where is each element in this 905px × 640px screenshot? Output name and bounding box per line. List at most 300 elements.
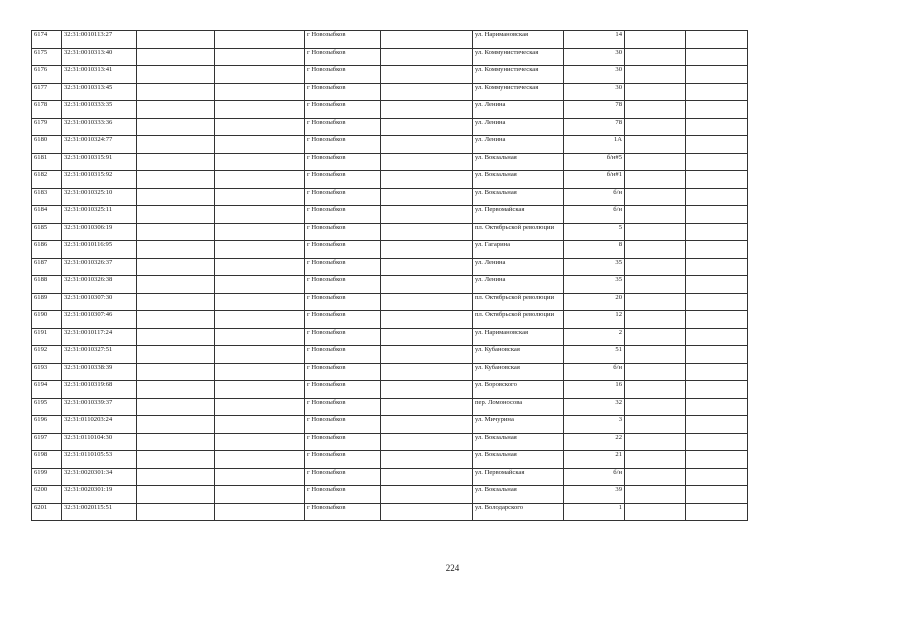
table-row [32, 433, 748, 451]
empty-cell [381, 188, 473, 206]
empty-cell [625, 328, 686, 346]
empty-cell [137, 136, 215, 154]
house-number: 78 [564, 101, 625, 119]
empty-cell [381, 223, 473, 241]
empty-cell [137, 83, 215, 101]
table-row [32, 293, 748, 311]
house-number: 12 [564, 311, 625, 329]
empty-cell [625, 486, 686, 504]
house-number: 20 [564, 293, 625, 311]
settlement: г Новозыбков [305, 451, 381, 469]
row-number: 6190 [32, 311, 62, 329]
empty-cell [381, 416, 473, 434]
empty-cell [215, 66, 305, 84]
empty-cell [625, 451, 686, 469]
empty-cell [137, 311, 215, 329]
empty-cell [137, 381, 215, 399]
house-number: 3 [564, 416, 625, 434]
empty-cell [137, 328, 215, 346]
empty-cell [381, 433, 473, 451]
table-row [32, 468, 748, 486]
settlement: г Новозыбков [305, 118, 381, 136]
empty-cell [381, 451, 473, 469]
table-row [32, 241, 748, 259]
settlement: г Новозыбков [305, 433, 381, 451]
table-row [32, 171, 748, 189]
row-number: 6187 [32, 258, 62, 276]
empty-cell [215, 311, 305, 329]
street: ул. Коммунистическая [473, 66, 564, 84]
street: ул. Ленина [473, 136, 564, 154]
empty-cell [137, 101, 215, 119]
house-number: 8 [564, 241, 625, 259]
row-number: 6184 [32, 206, 62, 224]
row-number: 6185 [32, 223, 62, 241]
empty-cell [686, 223, 748, 241]
settlement: г Новозыбков [305, 206, 381, 224]
empty-cell [381, 118, 473, 136]
cadastral-number: 32:31:0010333:35 [62, 101, 137, 119]
row-number: 6198 [32, 451, 62, 469]
table-row [32, 328, 748, 346]
empty-cell [215, 258, 305, 276]
empty-cell [686, 206, 748, 224]
empty-cell [381, 293, 473, 311]
house-number: б/н#5 [564, 153, 625, 171]
cadastral-number: 32:31:0020301:34 [62, 468, 137, 486]
empty-cell [215, 136, 305, 154]
house-number: 35 [564, 258, 625, 276]
cadastral-number: 32:31:0010315:92 [62, 171, 137, 189]
table-row [32, 381, 748, 399]
house-number: 51 [564, 346, 625, 364]
empty-cell [137, 188, 215, 206]
house-number: 5 [564, 223, 625, 241]
empty-cell [625, 66, 686, 84]
empty-cell [215, 171, 305, 189]
table-row [32, 31, 748, 49]
empty-cell [215, 83, 305, 101]
table-row [32, 66, 748, 84]
house-number: б/н [564, 363, 625, 381]
row-number: 6182 [32, 171, 62, 189]
empty-cell [381, 206, 473, 224]
empty-cell [686, 48, 748, 66]
empty-cell [625, 398, 686, 416]
table-row [32, 101, 748, 119]
street: ул. Вокзальная [473, 451, 564, 469]
empty-cell [137, 48, 215, 66]
street: ул. Вокзальная [473, 188, 564, 206]
empty-cell [381, 83, 473, 101]
empty-cell [686, 398, 748, 416]
empty-cell [686, 241, 748, 259]
empty-cell [625, 101, 686, 119]
empty-cell [625, 223, 686, 241]
settlement: г Новозыбков [305, 468, 381, 486]
row-number: 6181 [32, 153, 62, 171]
street: ул. Кубановская [473, 363, 564, 381]
row-number: 6199 [32, 468, 62, 486]
empty-cell [625, 136, 686, 154]
row-number: 6191 [32, 328, 62, 346]
house-number: б/н [564, 188, 625, 206]
empty-cell [381, 31, 473, 49]
empty-cell [137, 31, 215, 49]
cadastral-number: 32:31:0010325:11 [62, 206, 137, 224]
empty-cell [381, 48, 473, 66]
empty-cell [686, 468, 748, 486]
row-number: 6179 [32, 118, 62, 136]
empty-cell [686, 188, 748, 206]
empty-cell [686, 311, 748, 329]
street: пл. Октябрьской революции [473, 223, 564, 241]
empty-cell [381, 346, 473, 364]
empty-cell [625, 258, 686, 276]
empty-cell [137, 206, 215, 224]
row-number: 6200 [32, 486, 62, 504]
settlement: г Новозыбков [305, 188, 381, 206]
empty-cell [381, 381, 473, 399]
empty-cell [137, 223, 215, 241]
empty-cell [625, 363, 686, 381]
street: ул. Воровского [473, 381, 564, 399]
table-row [32, 451, 748, 469]
empty-cell [215, 363, 305, 381]
empty-cell [215, 118, 305, 136]
row-number: 6180 [32, 136, 62, 154]
empty-cell [137, 66, 215, 84]
settlement: г Новозыбков [305, 48, 381, 66]
street: ул. Вокзальная [473, 171, 564, 189]
empty-cell [381, 136, 473, 154]
empty-cell [215, 31, 305, 49]
settlement: г Новозыбков [305, 293, 381, 311]
cadastral-number: 32:31:0010307:46 [62, 311, 137, 329]
empty-cell [215, 486, 305, 504]
registry-table-container [31, 30, 748, 521]
street: ул. Вокзальная [473, 153, 564, 171]
table-row [32, 206, 748, 224]
cadastral-number: 32:31:0010338:39 [62, 363, 137, 381]
empty-cell [215, 293, 305, 311]
empty-cell [625, 503, 686, 521]
house-number: 39 [564, 486, 625, 504]
cadastral-number: 32:31:0010319:68 [62, 381, 137, 399]
house-number: б/н [564, 468, 625, 486]
empty-cell [381, 241, 473, 259]
table-row [32, 48, 748, 66]
empty-cell [137, 241, 215, 259]
empty-cell [625, 206, 686, 224]
street: ул. Первомайская [473, 206, 564, 224]
empty-cell [137, 153, 215, 171]
house-number: б/н#1 [564, 171, 625, 189]
house-number: б/н [564, 206, 625, 224]
empty-cell [215, 503, 305, 521]
empty-cell [686, 83, 748, 101]
row-number: 6192 [32, 346, 62, 364]
empty-cell [625, 48, 686, 66]
empty-cell [137, 503, 215, 521]
row-number: 6197 [32, 433, 62, 451]
empty-cell [686, 293, 748, 311]
street: ул. Володарского [473, 503, 564, 521]
house-number: 1А [564, 136, 625, 154]
settlement: г Новозыбков [305, 258, 381, 276]
cadastral-number: 32:31:0010315:91 [62, 153, 137, 171]
empty-cell [686, 171, 748, 189]
empty-cell [625, 241, 686, 259]
settlement: г Новозыбков [305, 416, 381, 434]
registry-rows [32, 31, 748, 521]
settlement: г Новозыбков [305, 83, 381, 101]
empty-cell [215, 398, 305, 416]
empty-cell [381, 328, 473, 346]
empty-cell [215, 101, 305, 119]
empty-cell [625, 293, 686, 311]
row-number: 6188 [32, 276, 62, 294]
empty-cell [381, 311, 473, 329]
cadastral-number: 32:31:0010117:24 [62, 328, 137, 346]
empty-cell [137, 416, 215, 434]
cadastral-number: 32:31:0010333:36 [62, 118, 137, 136]
empty-cell [625, 188, 686, 206]
empty-cell [215, 48, 305, 66]
empty-cell [137, 451, 215, 469]
empty-cell [215, 346, 305, 364]
cadastral-number: 32:31:0010307:30 [62, 293, 137, 311]
empty-cell [137, 363, 215, 381]
empty-cell [381, 171, 473, 189]
house-number: 2 [564, 328, 625, 346]
table-row [32, 83, 748, 101]
row-number: 6194 [32, 381, 62, 399]
row-number: 6195 [32, 398, 62, 416]
table-row [32, 153, 748, 171]
empty-cell [215, 328, 305, 346]
house-number: 78 [564, 118, 625, 136]
street: ул. Наримановская [473, 328, 564, 346]
empty-cell [215, 451, 305, 469]
empty-cell [381, 258, 473, 276]
house-number: 14 [564, 31, 625, 49]
house-number: 30 [564, 48, 625, 66]
row-number: 6186 [32, 241, 62, 259]
cadastral-number: 32:31:0010313:40 [62, 48, 137, 66]
settlement: г Новозыбков [305, 66, 381, 84]
table-row [32, 276, 748, 294]
settlement: г Новозыбков [305, 381, 381, 399]
table-row [32, 398, 748, 416]
table-row [32, 503, 748, 521]
settlement: г Новозыбков [305, 153, 381, 171]
empty-cell [137, 276, 215, 294]
empty-cell [686, 118, 748, 136]
cadastral-number: 32:31:0010306:19 [62, 223, 137, 241]
empty-cell [686, 276, 748, 294]
empty-cell [625, 433, 686, 451]
empty-cell [137, 171, 215, 189]
cadastral-number: 32:31:0010326:38 [62, 276, 137, 294]
empty-cell [137, 468, 215, 486]
table-row [32, 118, 748, 136]
settlement: г Новозыбков [305, 503, 381, 521]
settlement: г Новозыбков [305, 241, 381, 259]
row-number: 6178 [32, 101, 62, 119]
house-number: 32 [564, 398, 625, 416]
cadastral-number: 32:31:0110105:53 [62, 451, 137, 469]
settlement: г Новозыбков [305, 31, 381, 49]
table-row [32, 188, 748, 206]
row-number: 6176 [32, 66, 62, 84]
street: ул. Ленина [473, 276, 564, 294]
street: ул. Первомайская [473, 468, 564, 486]
empty-cell [215, 153, 305, 171]
settlement: г Новозыбков [305, 101, 381, 119]
empty-cell [686, 503, 748, 521]
house-number: 30 [564, 66, 625, 84]
empty-cell [215, 206, 305, 224]
settlement: г Новозыбков [305, 398, 381, 416]
street: ул. Наримановская [473, 31, 564, 49]
street: пл. Октябрьской революции [473, 293, 564, 311]
cadastral-number: 32:31:0010339:37 [62, 398, 137, 416]
empty-cell [686, 433, 748, 451]
empty-cell [625, 83, 686, 101]
house-number: 1 [564, 503, 625, 521]
empty-cell [686, 66, 748, 84]
empty-cell [215, 223, 305, 241]
house-number: 22 [564, 433, 625, 451]
cadastral-number: 32:31:0010325:10 [62, 188, 137, 206]
empty-cell [686, 153, 748, 171]
empty-cell [686, 451, 748, 469]
table-row [32, 416, 748, 434]
cadastral-number: 32:31:0010324:77 [62, 136, 137, 154]
empty-cell [381, 398, 473, 416]
empty-cell [686, 258, 748, 276]
settlement: г Новозыбков [305, 171, 381, 189]
street: ул. Коммунистическая [473, 83, 564, 101]
empty-cell [625, 311, 686, 329]
cadastral-number: 32:31:0010313:41 [62, 66, 137, 84]
cadastral-number: 32:31:0010326:37 [62, 258, 137, 276]
cadastral-number: 32:31:0110203:24 [62, 416, 137, 434]
empty-cell [137, 398, 215, 416]
row-number: 6174 [32, 31, 62, 49]
settlement: г Новозыбков [305, 136, 381, 154]
row-number: 6196 [32, 416, 62, 434]
settlement: г Новозыбков [305, 346, 381, 364]
house-number: 16 [564, 381, 625, 399]
street: ул. Ленина [473, 101, 564, 119]
row-number: 6189 [32, 293, 62, 311]
table-row [32, 486, 748, 504]
empty-cell [381, 503, 473, 521]
street: ул. Гагарина [473, 241, 564, 259]
empty-cell [381, 66, 473, 84]
empty-cell [686, 136, 748, 154]
cadastral-number: 32:31:0010116:95 [62, 241, 137, 259]
empty-cell [137, 293, 215, 311]
table-row [32, 346, 748, 364]
street: ул. Вокзальная [473, 433, 564, 451]
empty-cell [625, 468, 686, 486]
street: ул. Мичурина [473, 416, 564, 434]
row-number: 6177 [32, 83, 62, 101]
registry-table [31, 30, 748, 521]
empty-cell [686, 416, 748, 434]
empty-cell [625, 153, 686, 171]
table-row [32, 136, 748, 154]
empty-cell [215, 276, 305, 294]
empty-cell [625, 381, 686, 399]
empty-cell [137, 258, 215, 276]
street: ул. Ленина [473, 258, 564, 276]
empty-cell [625, 118, 686, 136]
empty-cell [381, 101, 473, 119]
empty-cell [686, 363, 748, 381]
house-number: 21 [564, 451, 625, 469]
empty-cell [686, 381, 748, 399]
empty-cell [381, 363, 473, 381]
empty-cell [137, 118, 215, 136]
empty-cell [625, 346, 686, 364]
street: ул. Ленина [473, 118, 564, 136]
empty-cell [686, 31, 748, 49]
row-number: 6193 [32, 363, 62, 381]
settlement: г Новозыбков [305, 276, 381, 294]
empty-cell [381, 486, 473, 504]
empty-cell [625, 171, 686, 189]
empty-cell [625, 416, 686, 434]
cadastral-number: 32:31:0110104:30 [62, 433, 137, 451]
row-number: 6201 [32, 503, 62, 521]
cadastral-number: 32:31:0020115:51 [62, 503, 137, 521]
empty-cell [686, 346, 748, 364]
page-number: 224 [445, 563, 460, 573]
empty-cell [215, 468, 305, 486]
settlement: г Новозыбков [305, 363, 381, 381]
settlement: г Новозыбков [305, 223, 381, 241]
cadastral-number: 32:31:0010113:27 [62, 31, 137, 49]
cadastral-number: 32:31:0010313:45 [62, 83, 137, 101]
empty-cell [215, 381, 305, 399]
street: пл. Октябрьской революции [473, 311, 564, 329]
empty-cell [215, 433, 305, 451]
empty-cell [686, 328, 748, 346]
row-number: 6175 [32, 48, 62, 66]
empty-cell [625, 31, 686, 49]
table-row [32, 258, 748, 276]
street: ул. Вокзальная [473, 486, 564, 504]
street: пер. Ломоносова [473, 398, 564, 416]
empty-cell [686, 101, 748, 119]
settlement: г Новозыбков [305, 311, 381, 329]
cadastral-number: 32:31:0020301:19 [62, 486, 137, 504]
empty-cell [215, 188, 305, 206]
empty-cell [381, 153, 473, 171]
table-row [32, 223, 748, 241]
empty-cell [137, 486, 215, 504]
house-number: 30 [564, 83, 625, 101]
empty-cell [137, 433, 215, 451]
empty-cell [686, 486, 748, 504]
empty-cell [381, 468, 473, 486]
house-number: 35 [564, 276, 625, 294]
empty-cell [381, 276, 473, 294]
